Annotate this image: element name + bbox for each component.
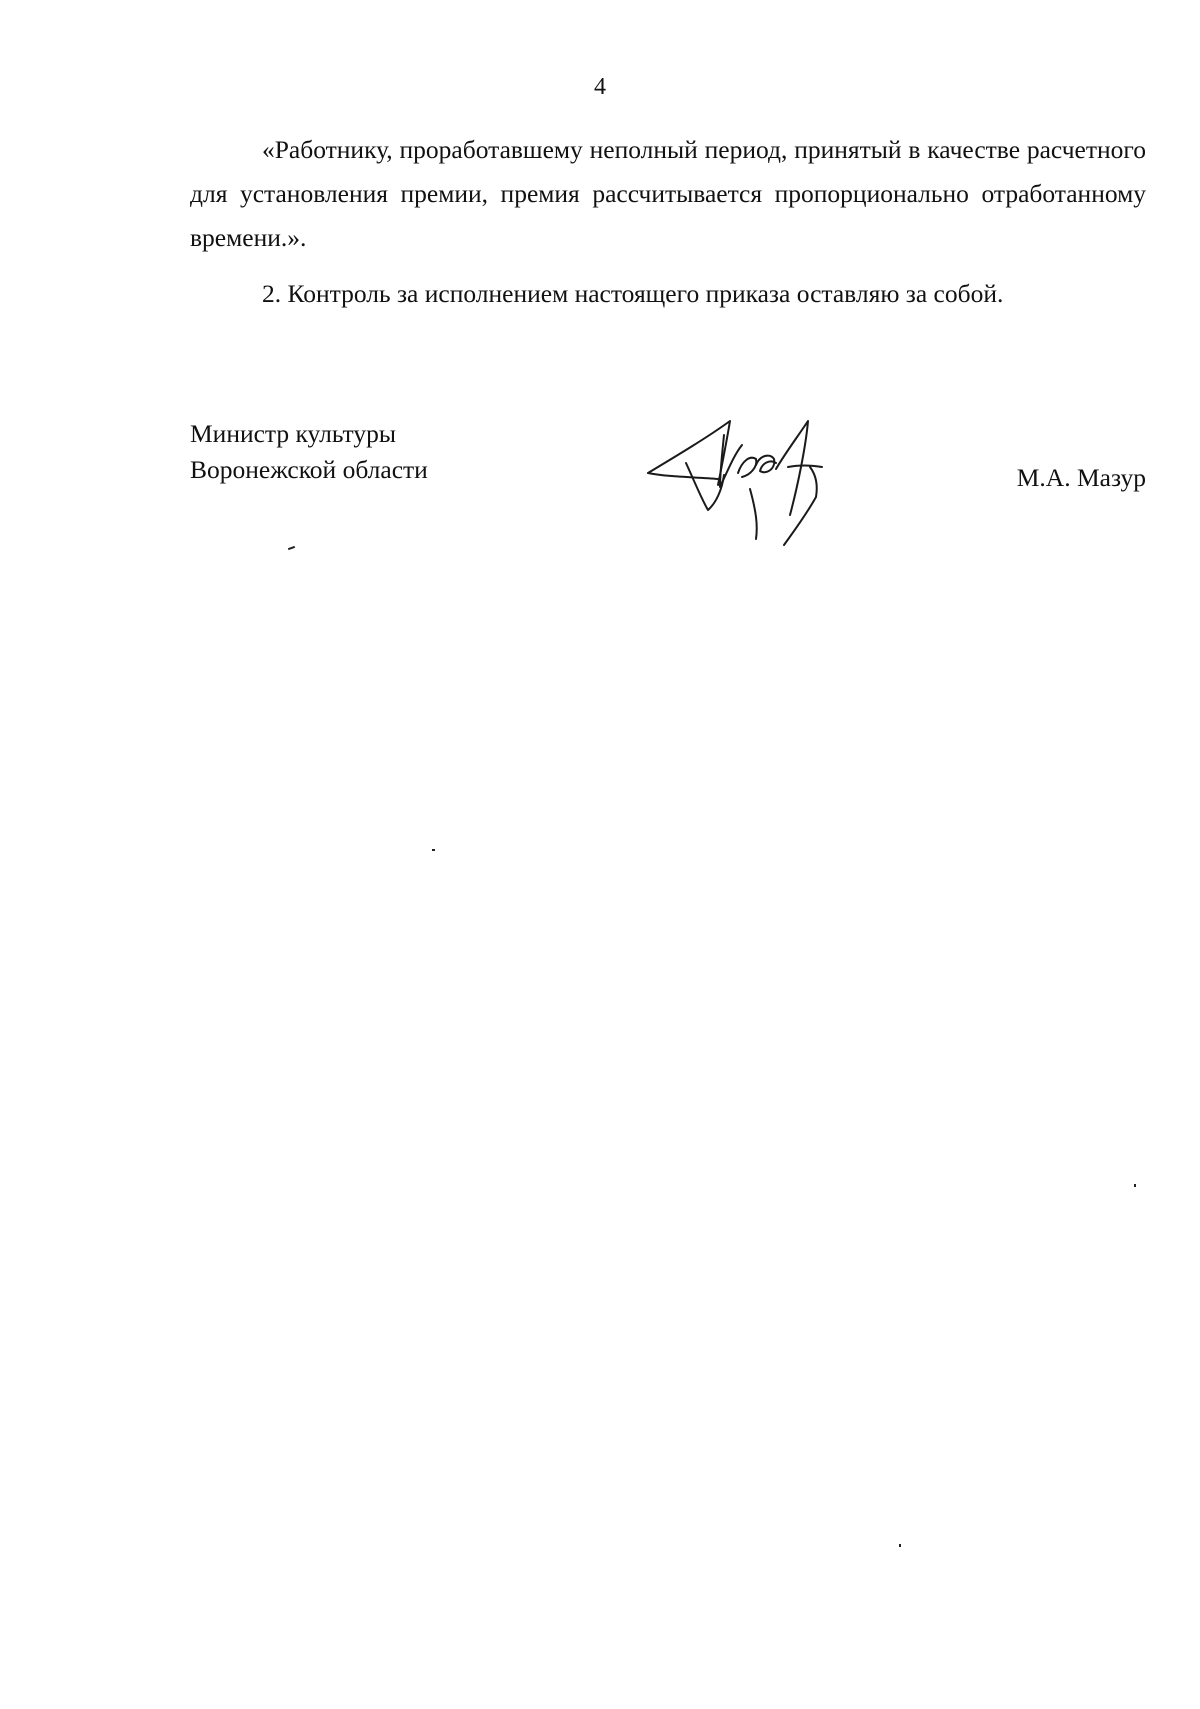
position-line-1: Министр культуры [190,419,396,448]
scan-speck [432,849,435,851]
scan-speck [1134,1184,1136,1187]
signer-name: М.А. Мазур [1016,463,1146,492]
signatory-position [190,416,428,488]
paragraph-control-clause: 2. Контроль за исполнением настоящего приказа оставляю за собой. [262,279,1004,308]
page-number: 4 [594,74,606,100]
scan-speck [288,546,295,550]
position-line-2: Воронежской области [190,455,428,484]
scan-speck [899,1544,901,1547]
handwritten-signature [638,415,858,555]
paragraph-bonus-clause: «Работнику, проработавшему неполный период, принятый в качестве расчетного для установления премии, премия рассчитывается пропорционально отработанному времени.». [190,135,1146,252]
